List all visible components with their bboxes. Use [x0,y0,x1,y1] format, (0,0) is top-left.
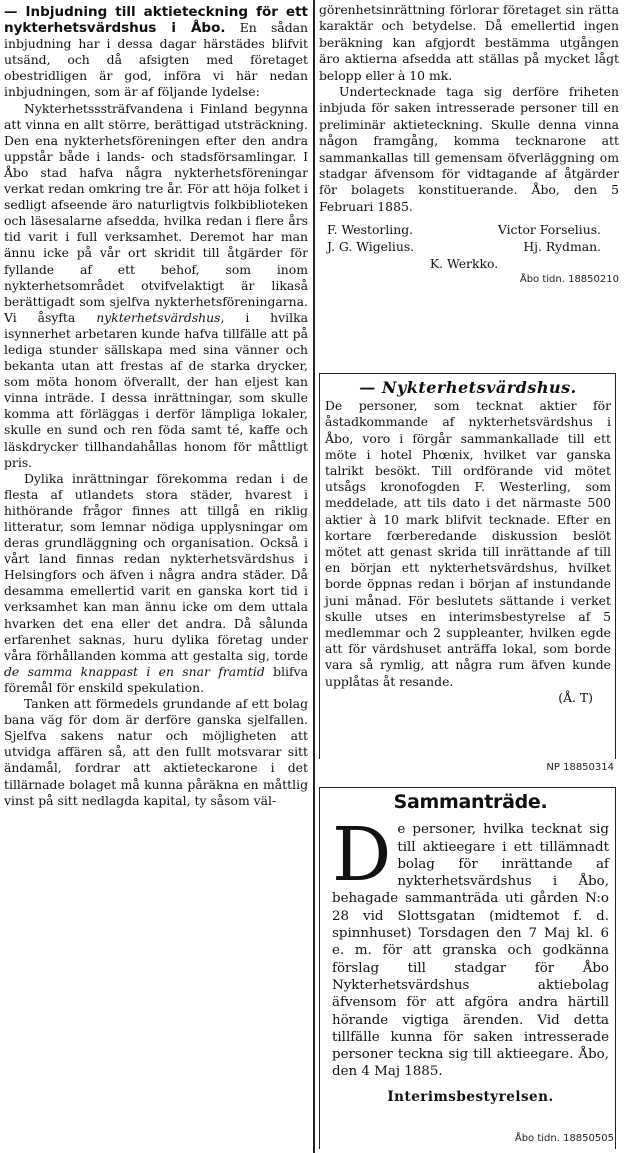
paragraph: görenhetsinrättning förlorar företaget sin rätta karaktär och betydelse. Då emellertid ingen beräkning kan afgjordt bestämma utgången äro aktierna afsedda att ställas på mycket lågt belopp eller à 10 mk. [319,2,619,83]
paragraph: Undertecknade taga sig derföre friheten inbjuda för saken intresserade personer till en preliminär aktieteckning. Skulle denna vinna någon framgång, komma tecknarone att sammankallas till gemensam öfverläggning om stadgar äfvensom för vidtagande af åtgärder för bolagets konstituerande. Åbo, den 5 Februari 1885. [319,84,619,214]
article-intro [4,4,308,101]
signature-name: F. Westorling. [327,222,414,238]
signature-name: Hj. Rydman. [523,239,601,255]
news-item-body: De personer, som tecknat aktier för åstadkommande af nykterhetsvärdshus i Åbo, voro i förgår sammankallade till ett möte i hotel Phœnix, hvilket var ganska talrikt besökt. Till ordförande vid mötet utsågs kronofogden F. Westerling, som meddelade, att tils dato i det närmaste 500 aktier à 10 mark blifvit tecknade. Efter en kortare fœrberedande diskussion beslöt mötet att genast skrida till inrättande af till en början ett nykterhetsvärdshus, hvilket borde öppnas redan i början af instundande juni månad. För beslutets sättande i verket skulle utses en interimsbestyrelse af 5 medlemmar och 2 suppleanter, hvilken egde att för värdshuset anträffa lokal, som borde vara så rymlig, att några rum äfven kunde upplåtas åt resande. [325,398,611,689]
italic-text: de samma knappast i en snar framtid [4,663,265,679]
signature-row [319,238,619,255]
source-caption: Åbo tidn. 18850210 [519,274,619,286]
signature-row [319,221,619,238]
signature-row [319,255,619,272]
paragraph-text: Nykterhetsssträfvandena i Finland begynna att vinna en allt större, berättigad utsträckning. Den ena nykterhetsföreningen efter den andra uppstår både i lands- och stadsförsamlingar. I Åbo stad hafva några nykterhetsföreningar verkat redan omkring tre år. För att höja folket i sedligt afseende äro naturligtvis folkbiblioteken och läsesalarne afsedda, hvilka redan i flere års tid varit i full verksamhet. Deremot har man ännu icke på vår ort skridit till åtgärder för fyllande af ett behof, som inom nykterhetsområdet otvifvelaktigt är likaså berättigadt som sjelfva nykterhetsföreningarna. Vi åsyfta [4,100,308,325]
news-item-box [319,373,616,759]
signature-name: Victor Forselius. [497,222,601,238]
intro-text: En sådan inbjudning har i dessa dagar härstädes blifvit utsänd, och då afsigten med företaget obestridligen är god, införa vi här nedan inbjudningen, som är af följande lydelse: [4,20,308,100]
article-title: — Inbjudning till aktieteckning för ett nykterhetsvärdshus i Åbo. [4,4,308,37]
paragraph [4,471,308,696]
news-item-title: — Nykterhetsvärdshus. [359,378,577,397]
paragraph-text: blifva föremål för enskild spekulation. [4,663,308,695]
notice-body [332,812,609,1080]
signature-name: K. Werkko. [429,256,499,272]
notice-box [319,787,616,1149]
source-caption: Åbo tidn. 18850505 [514,1133,614,1144]
notice-title: Sammanträde. [393,791,548,813]
paragraph [4,101,308,471]
source-caption: NP 18850314 [546,762,614,773]
news-item-attribution: (Å. T) [558,689,593,705]
paragraph-text: Dylika inrättningar förekomma redan i de flesta af utlandets stora städer, hvarest i hithörande frågor finnes att tillgå en riklig litteratur, som lemnar nödiga upplysningar om deras grundläggning och organisation. Också i vårt land finnas redan nykterhetsvärdshus i Helsingfors och äfven i några andra städer. Då desamma emellertid varit en ganska kort tid i verksamhet kan man ännu icke om dem uttala hvarken det ena eller det andra. Då sålunda erfarenhet saknas, huru dylika företag under våra förhållanden komma att gestalta sig, torde [4,470,308,663]
drop-cap: D [332,812,392,899]
signature-name: J. G. Wigelius. [327,239,415,255]
signatures [319,221,619,272]
paragraph-text: , i hvilka isynnerhet arbetaren kunde hafva tillfälle att på lediga stunder sällskapa med sina vänner och bekanta utan att frestas af de starka drycker, som möta honom öfverallt, der han eljest kan vinna inträde. I dessa inrättningar, som skulle komma att förläggas i derför lämpliga lokaler, skulle en sund och ren föda samt té, kaffe och läskdrycker tillhandahållas honom för måttligt pris. [4,309,308,470]
italic-text: nykterhetsvärdshus [96,309,221,325]
notice-text: e personer, hvilka tecknat sig till aktieegare i ett tillämnadt bolag för inrättande af nykterhetsvärdshus i Åbo, behagade sammanträda uti gården N:o 28 vid Slottsgatan (midtemot f. d. spinnhuset) Torsdagen den 7 Maj kl. 6 e. m. för att granska och godkänna förslag till stadgar för Åbo Nykterhetsvärdshus aktiebolag äfvensom för att afgöra andra härtill hörande vigtiga ärenden. Vid detta tillfälle kunna för saken intresserade personer teckna sig till aktieegare. Åbo, den 4 Maj 1885. [332,822,609,1080]
left-column-article [4,4,308,1144]
column-divider [313,0,315,1153]
notice-signoff: Interimsbestyrelsen. [387,1088,554,1105]
article-continuation [319,2,619,289]
paragraph: Tanken att förmedels grundande af ett bolag bana väg för dom är derföre ganska sjelfallen. Sjelfva sakens natur och möjligheten att utvidga affären så, att den fullt motsvarar sitt ändamål, fordrar att aktieteckarone i det tillärnade bolaget må kunna påräkna en måttlig vinst på sitt nedlagda kapital, ty såsom väl- [4,696,308,808]
